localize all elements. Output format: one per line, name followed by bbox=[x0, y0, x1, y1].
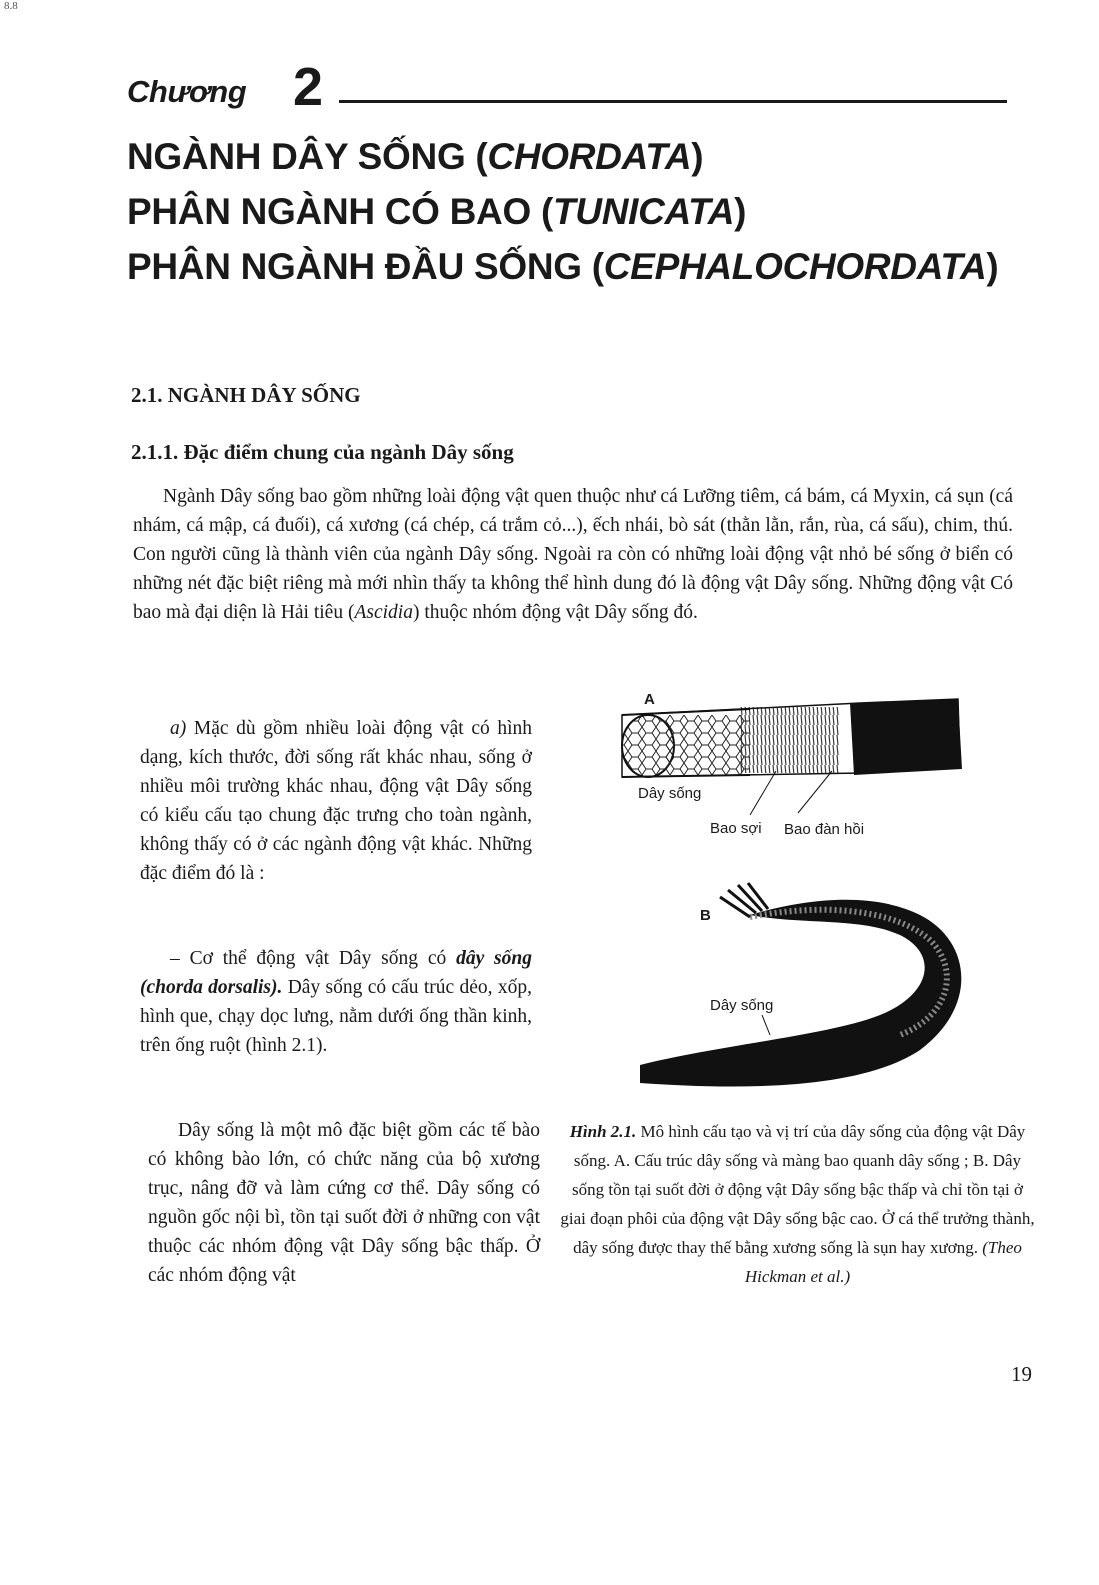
figure-label-b: B bbox=[700, 907, 711, 924]
title-3-end: ) bbox=[986, 246, 999, 287]
chapter-heading bbox=[127, 57, 1007, 117]
page-number: 19 bbox=[1011, 1362, 1032, 1386]
bullet-text-end: Dây sống có cấu trúc dẻo, xốp, hình que, chạy dọc lưng, nằm dưới ống thần kinh, trên ống ruột (hình 2.1). bbox=[140, 977, 532, 1056]
section-heading: 2.1. NGÀNH DÂY SỐNG bbox=[131, 383, 361, 407]
caption-source: (Theo Hickman et al.) bbox=[744, 1238, 1022, 1286]
title-1-main: NGÀNH DÂY SỐNG ( bbox=[127, 136, 488, 177]
title-2-end: ) bbox=[734, 191, 747, 232]
title-2-latin: TUNICATA bbox=[552, 191, 735, 232]
intro-text: Ngành Dây sống bao gồm những loài động vật quen thuộc như cá Lưỡng tiêm, cá bám, cá Myxin, cá sụn (cá nhám, cá mập, cá đuối), cá xương (cá chép, cá trắm cỏ...), ếch nhái, bò sát (thằn lằn, rắn, rùa, cá sấu), chim, thú. Con người cũng là thành viên của ngành Dây sống. Ngoài ra còn có những loài động vật nhỏ bé sống ở biển có những nét đặc biệt riêng mà mới nhìn thấy ta không thể hình dung đó là động vật Dây sống. Những động vật Có bao mà đại diện là Hải tiêu ( bbox=[133, 486, 1013, 623]
point-a-marker: a) bbox=[170, 718, 187, 739]
caption-text: Mô hình cấu tạo và vị trí của dây sống của động vật Dây sống. A. Cấu trúc dây sống và màng bao quanh dây sống ; B. Dây sống tồn tại suốt đời ở động vật Dây sống bậc thấp và chỉ tồn tại ở giai đoạn phôi của động vật Dây sống bậc cao. Ở cá thể trưởng thành, dây sống được thay thế bằng xương sống là sụn hay xương. bbox=[560, 1122, 1035, 1257]
last-paragraph-text: Dây sống là một mô đặc biệt gồm các tế bào có không bào lớn, có chức năng của bộ xương trục, nâng đỡ và làm cứng cơ thể. Dây sống có nguồn gốc nội bì, tồn tại suốt đời ở những con vật thuộc các nhóm động vật Dây sống bậc thấp. Ở các nhóm động vật bbox=[148, 1120, 540, 1286]
title-3-latin: CEPHALOCHORDATA bbox=[603, 246, 987, 287]
figure-a-notochord-label: Dây sống bbox=[638, 785, 702, 802]
last-paragraph bbox=[148, 1116, 540, 1290]
title-1-latin: CHORDATA bbox=[487, 136, 692, 177]
title-line-1 bbox=[127, 136, 703, 178]
figure-b-notochord-label: Dây sống bbox=[710, 997, 774, 1014]
notochord-illustration bbox=[600, 685, 1040, 1125]
title-3-main: PHÂN NGÀNH ĐẦU SỐNG ( bbox=[127, 246, 604, 287]
subsection-heading: 2.1.1. Đặc điểm chung của ngành Dây sống bbox=[131, 440, 514, 464]
intro-text-end: ) thuộc nhóm động vật Dây sống đó. bbox=[412, 602, 698, 623]
chapter-number: 2 bbox=[293, 57, 324, 117]
intro-latin: Ascidia bbox=[354, 602, 413, 623]
pointer-notochord-b bbox=[762, 1015, 770, 1035]
figure-2-1 bbox=[600, 685, 1040, 1125]
title-2-main: PHÂN NGÀNH CÓ BAO ( bbox=[127, 191, 553, 232]
intro-paragraph bbox=[133, 482, 1013, 627]
title-line-3 bbox=[127, 246, 998, 288]
lancelet-body bbox=[640, 883, 961, 1087]
bullet-term: dây sống (chorda dorsalis). bbox=[140, 948, 532, 998]
figure-a-elastic-sheath-label: Bao đàn hồi bbox=[784, 821, 865, 838]
chapter-rule bbox=[339, 100, 1007, 103]
title-line-2 bbox=[127, 191, 746, 233]
pointer-elastic bbox=[798, 771, 832, 813]
bullet-paragraph bbox=[140, 944, 532, 1060]
point-a-text: Mặc dù gồm nhiều loài động vật có hình dạng, kích thước, đời sống rất khác nhau, sống ở nhiều môi trường khác nhau, động vật Dây sống có kiểu cấu tạo chung đặc trưng cho toàn ngành, không thấy có ở các ngành động vật khác. Những đặc điểm đó là : bbox=[140, 718, 532, 884]
corner-mark: 8.8 bbox=[4, 0, 18, 12]
figure-a-fiber-sheath-label: Bao sợi bbox=[710, 820, 762, 837]
caption-label: Hình 2.1. bbox=[569, 1122, 637, 1141]
point-a-paragraph bbox=[140, 714, 532, 888]
figure-label-a: A bbox=[644, 691, 655, 708]
notochord-cylinder bbox=[622, 699, 962, 777]
title-1-end: ) bbox=[691, 136, 704, 177]
bullet-text: Cơ thể động vật Dây sống có bbox=[189, 948, 457, 969]
figure-caption bbox=[560, 1117, 1035, 1291]
pointer-fiber bbox=[750, 771, 776, 815]
bullet-dash: – bbox=[170, 948, 190, 969]
chapter-word: Chương bbox=[127, 74, 247, 109]
